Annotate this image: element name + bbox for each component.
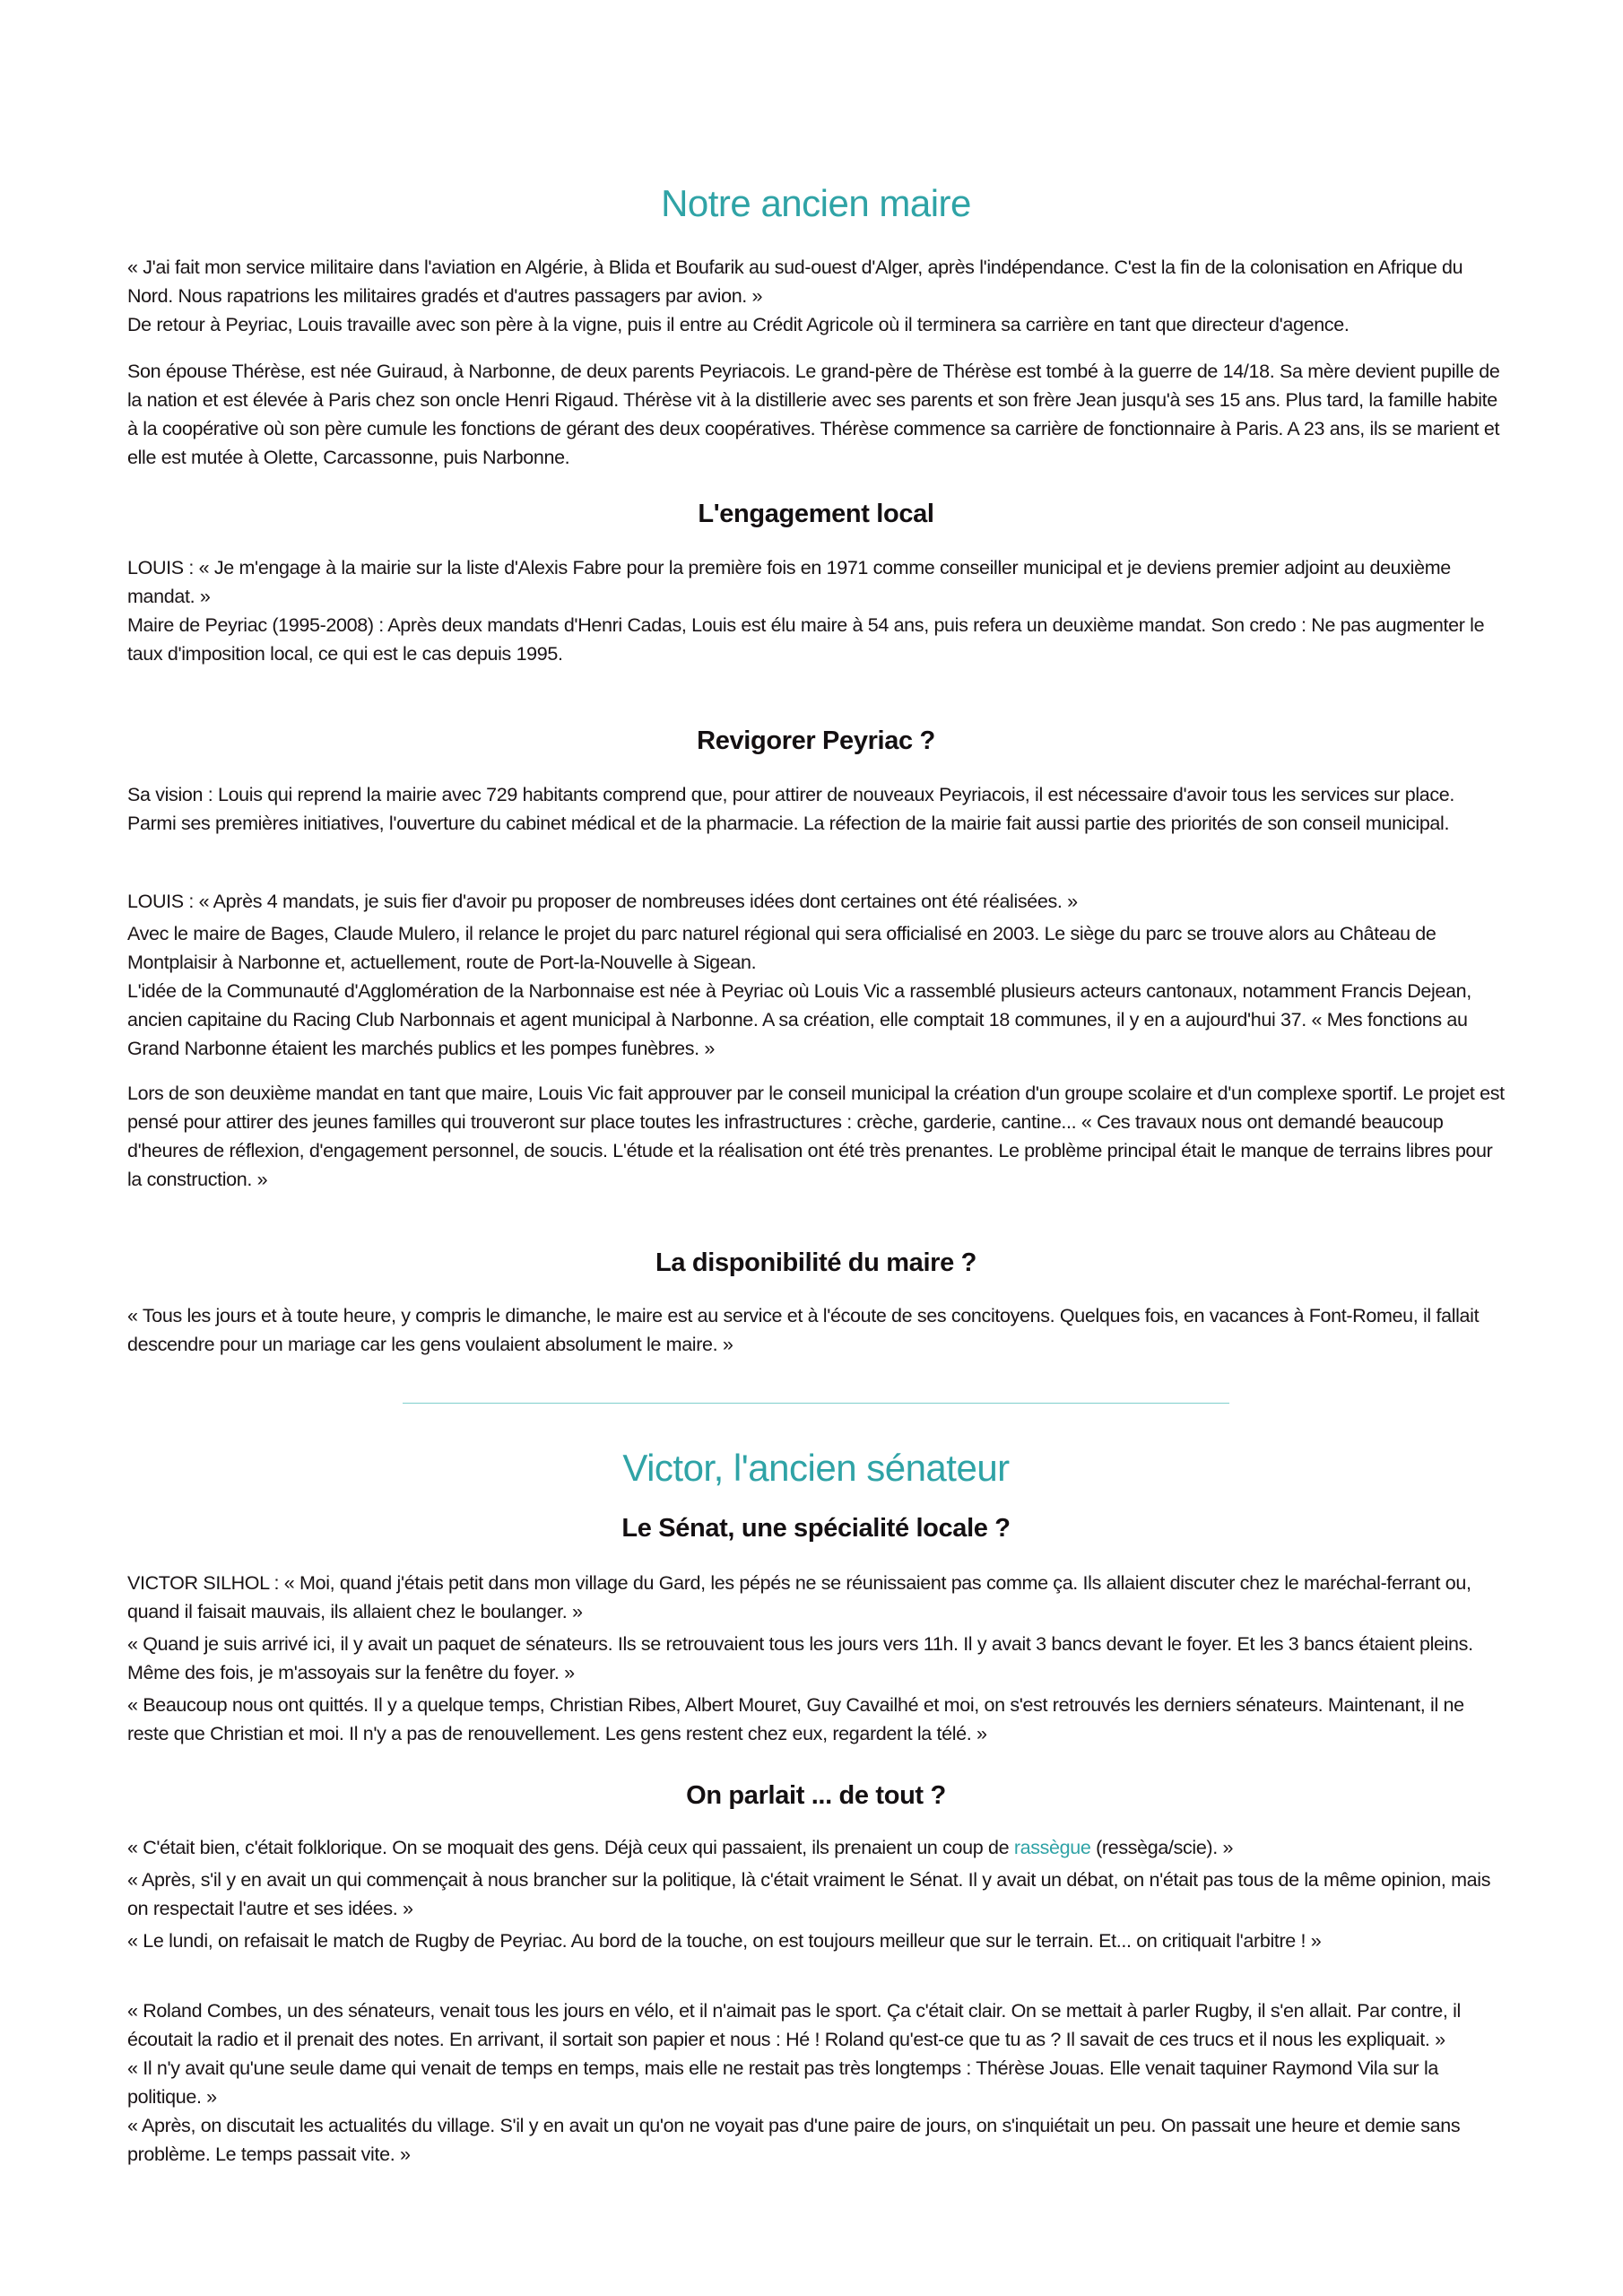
vision-block xyxy=(127,780,1505,838)
folklore-text-before: « C'était bien, c'était folklorique. On se moquait des gens. Déjà ceux qui passaient, ils prenaient un coup de xyxy=(127,1837,1014,1858)
folklore-text-after: (ressèga/scie). » xyxy=(1090,1837,1234,1858)
vision-paragraph: Sa vision : Louis qui reprend la mairie avec 729 habitants comprend que, pour attirer de nouveaux Peyriacois, il est nécessaire d'avoir tous les services sur place. Parmi ses premières initiatives, l'ouverture du cabinet médical et de la pharmacie. La réfection de la mairie fait aussi partie des priorités de son conseil municipal. xyxy=(127,784,1454,834)
intro-block xyxy=(127,253,1505,339)
mayor-term-paragraph: Maire de Peyriac (1995-2008) : Après deux mandats d'Henri Cadas, Louis est élu maire à 54 ans, puis refera un deuxième mandat. Son credo : Ne pas augmenter le taux d'imposition local, ce qui est le cas depuis 1995. xyxy=(127,614,1485,665)
senat-block xyxy=(127,1569,1505,1748)
victor-quote: VICTOR SILHOL : « Moi, quand j'étais petit dans mon village du Gard, les pépés ne se réunissaient pas comme ça. Ils allaient discuter chez le maréchal-ferrant ou, quand il faisait mauvais, ils allaient chez le boulanger. » xyxy=(127,1572,1471,1622)
roland-quote: « Roland Combes, un des sénateurs, venait tous les jours en vélo, et il n'aimait pas le sport. Ça c'était clair. On se mettait à parler Rugby, il s'en allait. Par contre, il écoutait la radio et il prenait des notes. En arrivant, il sortait son papier et nous : Hé ! Roland qu'est-ce que tu as ? Il savait de ces trucs et il nous les expliquait. » xyxy=(127,2000,1461,2050)
louis-quote: LOUIS : « Après 4 mandats, je suis fier d'avoir pu proposer de nombreuses idées dont certaines ont été réalisées. » xyxy=(127,891,1078,912)
section-title-senateur: Victor, l'ancien sénateur xyxy=(622,1447,1010,1489)
subtitle-parlait: On parlait ... de tout ? xyxy=(686,1781,946,1810)
parc-paragraph: Avec le maire de Bages, Claude Mulero, il relance le projet du parc naturel régional qui sera officialisé en 2003. Le siège du parc se trouve alors au Château de Montplaisir à Narbonne et, actuellement, route de Port-la-Nouvelle à Sigean. xyxy=(127,923,1436,973)
mandat-paragraph: Lors de son deuxième mandat en tant que maire, Louis Vic fait approuver par le conseil municipal la création d'un groupe scolaire et d'un complexe sportif. Le projet est pensé pour attirer des jeunes familles qui trouveront sur place toutes les infrastructures : crèche, garderie, cantine... « Ces travaux nous ont demandé beaucoup d'heures de réflexion, d'engagement personnel, de soucis. L'étude et la réalisation ont été très prenantes. Le problème principal était le manque de terrains libres pour la construction. » xyxy=(127,1083,1505,1190)
mandat-block xyxy=(127,1079,1505,1194)
highlighted-word-rassegue: rassègue xyxy=(1013,1837,1091,1858)
subtitle-engagement: L'engagement local xyxy=(698,500,934,528)
disponibilite-paragraph: « Tous les jours et à toute heure, y compris le dimanche, le maire est au service et à l'écoute de ses concitoyens. Quelques fois, en vacances à Font-Romeu, il fallait descendre pour un mariage car les gens voulaient absolument le maire. » xyxy=(127,1305,1480,1355)
engagement-quote: LOUIS : « Je m'engage à la mairie sur la liste d'Alexis Fabre pour la première fois en 1971 comme conseiller municipal et je deviens premier adjoint au deuxième mandat. » xyxy=(127,557,1451,607)
revigorer-details-block xyxy=(127,887,1505,1063)
section-title-ancien-maire: Notre ancien maire xyxy=(661,182,971,224)
senateurs-quote: « Quand je suis arrivé ici, il y avait un paquet de sénateurs. Ils se retrouvaient tous les jours vers 11h. Il y avait 3 bancs devant le foyer. Et les 3 bancs étaient pleins. Même des fois, je m'assoyais sur la fenêtre du foyer. » xyxy=(127,1633,1473,1683)
engagement-block xyxy=(127,553,1505,668)
anecdotes-block xyxy=(127,1996,1505,2169)
subtitle-senat: Le Sénat, une spécialité locale ? xyxy=(621,1514,1011,1543)
politique-quote: « Après, s'il y en avait un qui commençait à nous brancher sur la politique, là c'était vraiment le Sénat. Il y avait un débat, on n'était pas tous de la même opinion, mais on respectait l'autre et ses idées. » xyxy=(127,1869,1491,1919)
quittes-quote: « Beaucoup nous ont quittés. Il y a quelque temps, Christian Ribes, Albert Mouret, Guy Cavailhé et moi, on s'est retrouvés les derniers sénateurs. Maintenant, il ne reste que Christian et moi. Il n'y a pas de renouvellement. Les gens restent chez eux, regardent la télé. » xyxy=(127,1694,1464,1744)
dame-quote: « Il n'y avait qu'une seule dame qui venait de temps en temps, mais elle ne restait pas très longtemps : Thérèse Jouas. Elle venait taquiner Raymond Vila sur la politique. » xyxy=(127,2057,1439,2108)
subtitle-revigorer: Revigorer Peyriac ? xyxy=(697,726,935,755)
agglo-paragraph: L'idée de la Communauté d'Agglomération de la Narbonnaise est née à Peyriac où Louis Vic a rassemblé plusieurs acteurs cantonaux, notamment Francis Dejean, ancien capitaine du Racing Club Narbonnais et agent municipal à Narbonne. A sa création, elle comptait 18 communes, il y en a aujourd'hui 37. « Mes fonctions au Grand Narbonne étaient les marchés publics et les pompes funèbres. » xyxy=(127,980,1471,1059)
section-divider xyxy=(403,1403,1229,1404)
subtitle-disponibilite: La disponibilité du maire ? xyxy=(655,1248,976,1277)
career-paragraph: De retour à Peyriac, Louis travaille avec son père à la vigne, puis il entre au Crédit Agricole où il terminera sa carrière en tant que directeur d'agence. xyxy=(127,314,1350,335)
actualites-quote: « Après, on discutait les actualités du village. S'il y en avait un qu'on ne voyait pas d'une paire de jours, on s'inquiétait un peu. On passait une heure et demie sans problème. Le temps passait vite. » xyxy=(127,2115,1461,2165)
spouse-paragraph: Son épouse Thérèse, est née Guiraud, à Narbonne, de deux parents Peyriacois. Le grand-père de Thérèse est tombé à la guerre de 14/18. Sa mère devient pupille de la nation et est élevée à Paris chez son oncle Henri Rigaud. Thérèse vit à la distillerie avec ses parents et son frère Jean jusqu'à ses 15 ans. Plus tard, la famille habite à la coopérative où son père cumule les fonctions de gérant des deux coopératives. Thérèse commence sa carrière de fonctionnaire à Paris. A 23 ans, ils se marient et elle est mutée à Olette, Carcassonne, puis Narbonne. xyxy=(127,361,1500,468)
rugby-quote: « Le lundi, on refaisait le match de Rugby de Peyriac. Au bord de la touche, on est toujours meilleur que sur le terrain. Et... on critiquait l'arbitre ! » xyxy=(127,1930,1322,1952)
parlait-block xyxy=(127,1833,1505,1955)
military-quote: « J'ai fait mon service militaire dans l'aviation en Algérie, à Blida et Boufarik au sud-ouest d'Alger, après l'indépendance. C'est la fin de la colonisation en Afrique du Nord. Nous rapatrions les militaires gradés et d'autres passagers par avion. » xyxy=(127,257,1463,307)
spouse-block xyxy=(127,357,1505,472)
disponibilite-block xyxy=(127,1301,1505,1359)
folklore-quote xyxy=(127,1833,1505,1862)
